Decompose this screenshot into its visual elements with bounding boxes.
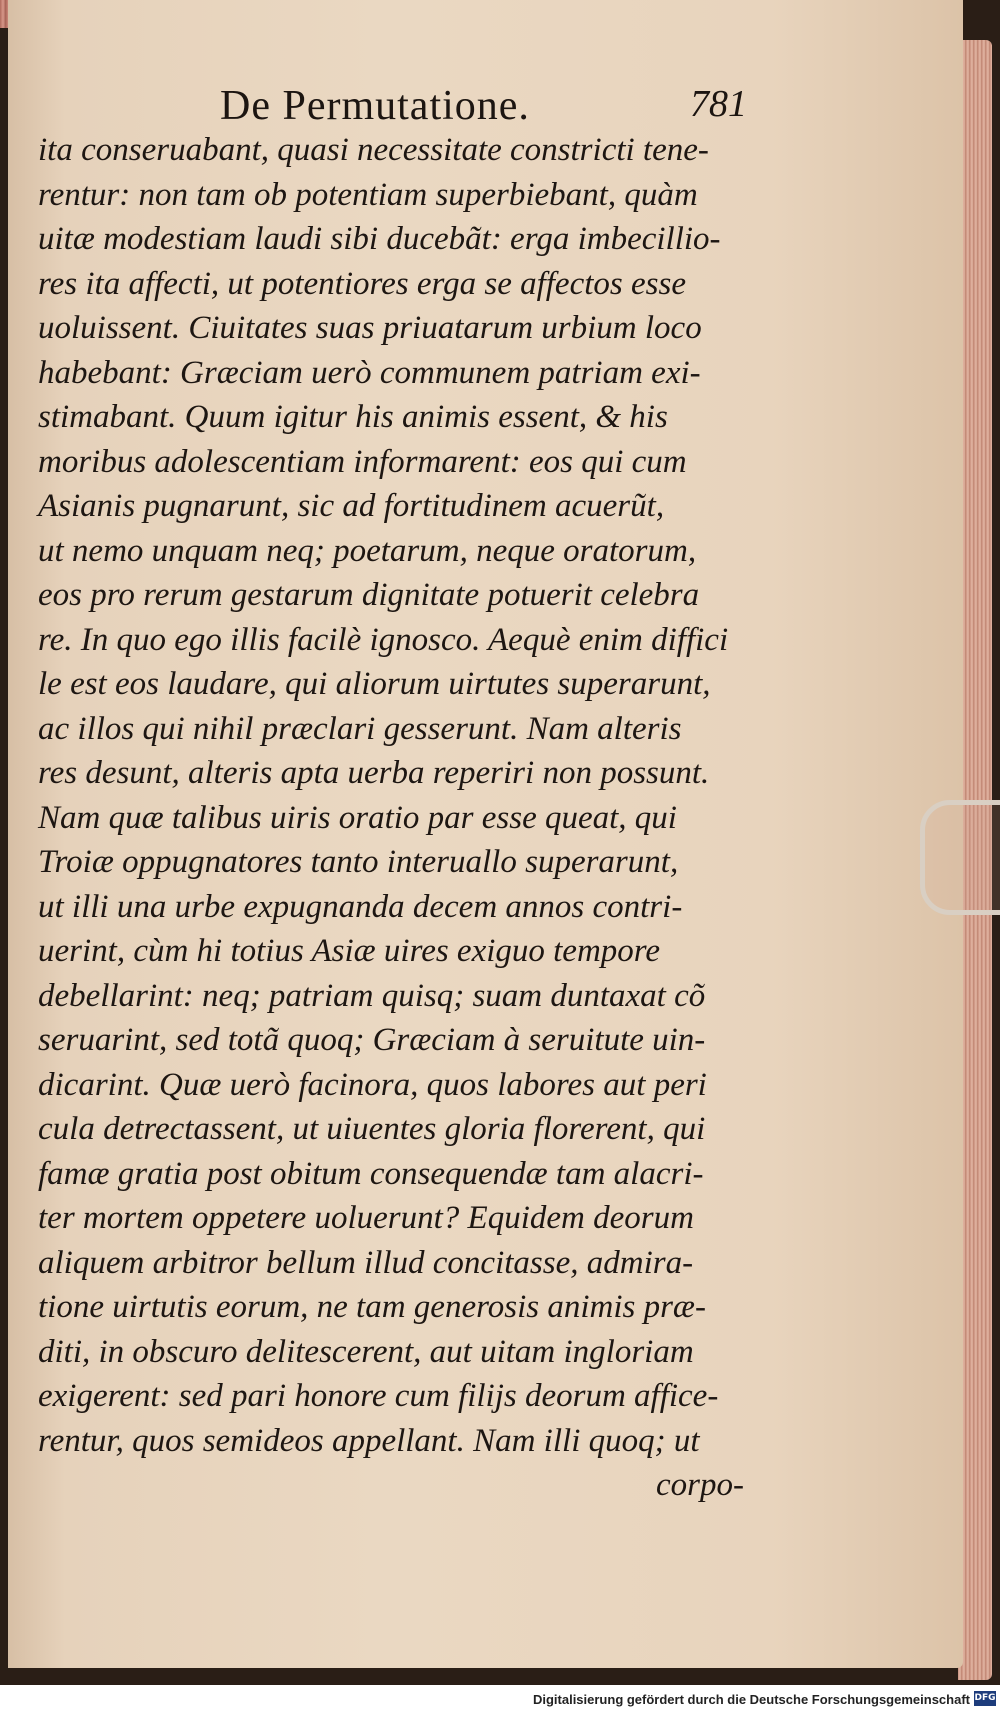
footer-credit: Digitalisierung gefördert durch die Deutsche Forschungsgemeinschaft [532,1692,970,1707]
text-line: rentur: non tam ob potentiam superbiebant, quàm [38,176,698,213]
text-line: uitæ modestiam laudi sibi ducebãt: erga imbecillio- [38,221,721,257]
text-line: habebant: Græciam uerò communem patriam exi- [38,354,701,391]
text-line: ac illos qui nihil præclari gesserunt. Nam alteris [38,710,682,747]
text-line: uerint, cùm hi totius Asiæ uires exiguo tempore [38,933,661,969]
text-line: moribus adolescentiam informarent: eos qui cum [38,443,687,480]
text-line: diti, in obscuro delitescerent, aut uitam ingloriam [38,1333,694,1370]
text-line: ter mortem oppetere uoluerunt? Equidem deorum [38,1200,694,1236]
text-line: re. In quo ego illis facilè ignosco. Aequè enim diffici [38,621,729,658]
text-line: ita conseruabant, quasi necessitate constricti tene- [38,132,709,168]
text-line: res ita affecti, ut potentiores erga se affectos esse [38,265,686,302]
text-line: Nam quæ talibus uiris oratio par esse queat, qui [38,799,677,836]
text-line: exigerent: sed pari honore cum filijs deorum affice- [38,1378,719,1414]
dfg-logo-icon: DFG [974,1691,996,1706]
folio-number: 781 [690,83,747,125]
text-line: debellarint: neq; patriam quisq; suam duntaxat cõ [38,977,706,1014]
text-line: le est eos laudare, qui aliorum uirtutes superarunt, [38,666,711,702]
body-text [38,128,758,1508]
text-line: rentur, quos semideos appellant. Nam illi quoq; ut [38,1422,700,1459]
text-line: stimabant. Quum igitur his animis essent, & his [38,399,668,435]
text-line: tione uirtutis eorum, ne tam generosis animis præ- [38,1289,706,1325]
text-line: ut nemo unquam neq; poetarum, neque oratorum, [38,532,697,569]
text-line: seruarint, sed totã quoq; Græciam à seruitute uin- [38,1022,706,1058]
clasp-ring [920,800,1000,915]
text-line: cula detrectassent, ut uiuentes gloria florerent, qui [38,1111,706,1147]
text-line: aliquem arbitror bellum illud concitasse, admira- [38,1244,694,1281]
text-line: uoluissent. Ciuitates suas priuatarum urbium loco [38,310,702,346]
text-line: Troiæ oppugnatores tanto interuallo superarunt, [38,844,679,880]
text-line: eos pro rerum gestarum dignitate potuerit celebra [38,577,700,613]
text-line: Asianis pugnarunt, sic ad fortitudinem acuerũt, [38,488,665,524]
text-line: res desunt, alteris apta uerba reperiri non possunt. [38,755,710,791]
text-line: famæ gratia post obitum consequendæ tam alacri- [38,1155,704,1192]
text-line: ut illi una urbe expugnanda decem annos contri- [38,888,683,925]
footer-bar [0,1685,1000,1713]
catchword: corpo- [656,1467,744,1503]
running-head: De Permutatione. [220,83,530,129]
text-line: dicarint. Quæ uerò facinora, quos labores aut peri [38,1066,707,1103]
